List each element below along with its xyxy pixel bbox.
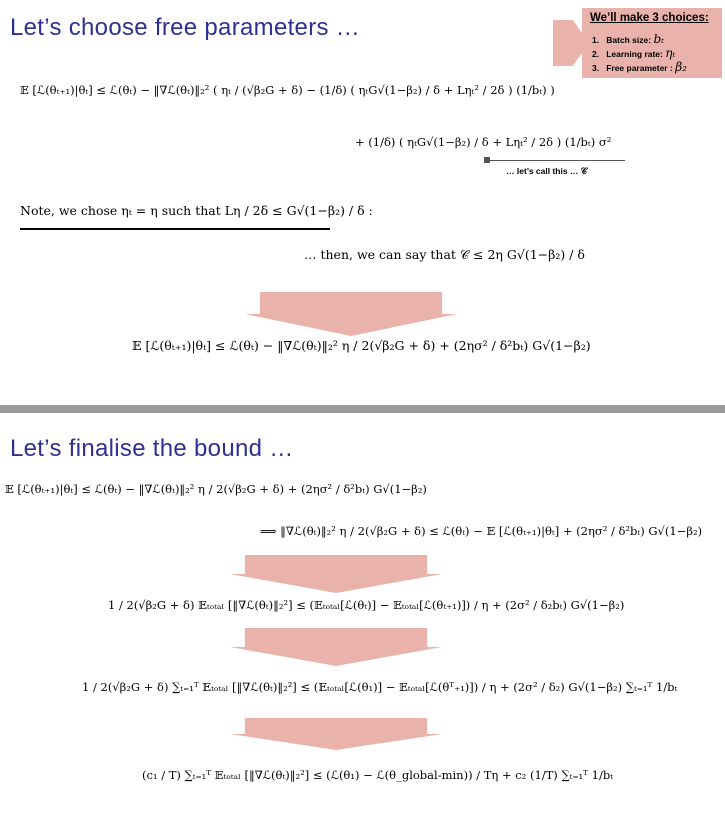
choices-heading: We’ll make 3 choices: [590,12,709,24]
choice-label: Learning rate: [606,49,663,59]
equation-rearranged-bound: ⟹ ‖∇ℒ(θₜ)‖₂² η / 2(√β₂G + δ) ≤ ℒ(θₜ) − 𝔼 [ℒ(θₜ₊₁)|θₜ] + (2ησ² / δ²bₜ) G√(1−β₂) [260,524,703,538]
down-arrow [230,555,442,593]
down-arrow [230,628,442,666]
choice-num: 2. [592,49,600,59]
equation-expected-loss-bound: 𝔼 [ℒ(θₜ₊₁)|θₜ] ≤ ℒ(θₜ) − ‖∇ℒ(θₜ)‖₂² ( ηₜ / (√β₂G + δ) − (1/δ) ( ηₜG√(1−β₂) / δ + Lηₜ² / 2δ ) (1/bₜ) ) [20,83,555,97]
down-arrow [230,718,442,750]
choice-label: Free parameter : [606,63,673,73]
callout-marker [484,157,490,163]
choice-symbol: ηₜ [665,46,676,60]
note-rule [20,228,330,230]
callout-lets-call-this: … let’s call this … 𝒞 [506,166,587,176]
section2-title: Let’s finalise the bound … [10,435,294,462]
choice-num: 3. [592,63,600,73]
section1-title: Let’s choose free parameters … [10,14,361,41]
choice-item-free-parameter [592,60,687,74]
equation-final-bound: (c₁ / T) ∑ₜ₌₁ᵀ 𝔼ₜₒₜₐₗ [‖∇ℒ(θₜ)‖₂²] ≤ (ℒ(θ₁) − ℒ(θ_global-min)) / Tη + c₂ (1/T) ∑ₜ₌₁ᵀ 1/bₜ [142,768,614,782]
choice-item-batch-size [592,32,664,46]
down-arrow [245,292,457,336]
then-statement: … then, we can say that 𝒞 ≤ 2η G√(1−β₂) / δ [304,247,585,262]
choice-num: 1. [592,35,600,45]
choice-label: Batch size: [606,35,652,45]
equation-simplified-bound: 𝔼 [ℒ(θₜ₊₁)|θₜ] ≤ ℒ(θₜ) − ‖∇ℒ(θₜ)‖₂² η / 2(√β₂G + δ) + (2ησ² / δ²bₜ) G√(1−β₂) [132,338,591,353]
equation-summed-bound: 1 / 2(√β₂G + δ) ∑ₜ₌₁ᵀ 𝔼ₜₒₜₐₗ [‖∇ℒ(θₜ)‖₂²] ≤ (𝔼ₜₒₜₐₗ[ℒ(θ₁)] − 𝔼ₜₒₜₐₗ[ℒ(θᵀ₊₁)]) / η + (2σ² / δ₂) G√(1−β₂) ∑ₜ₌₁ᵀ 1/bₜ [82,680,678,694]
choice-symbol: β₂ [675,60,687,74]
note-eta-choice: Note, we chose ηₜ = η such that Lη / 2δ ≤ G√(1−β₂) / δ : [20,203,373,218]
equation-total-expectation: 1 / 2(√β₂G + δ) 𝔼ₜₒₜₐₗ [‖∇ℒ(θₜ)‖₂²] ≤ (𝔼ₜₒₜₐₗ[ℒ(θₜ)] − 𝔼ₜₒₜₐₗ[ℒ(θₜ₊₁)]) / η + (2σ² / δ₂bₜ) G√(1−β₂) [108,598,625,612]
choices-box [582,8,722,78]
choice-symbol: bₜ [653,32,665,46]
callout-underline [487,160,625,161]
choice-item-learning-rate [592,46,675,60]
equation-variance-term: + (1/δ) ( ηₜG√(1−β₂) / δ + Lηₜ² / 2δ ) (1/bₜ) σ² [355,135,612,149]
section-divider [0,405,725,413]
equation-restated-bound: 𝔼 [ℒ(θₜ₊₁)|θₜ] ≤ ℒ(θₜ) − ‖∇ℒ(θₜ)‖₂² η / 2(√β₂G + δ) + (2ησ² / δ²bₜ) G√(1−β₂) [5,482,427,496]
